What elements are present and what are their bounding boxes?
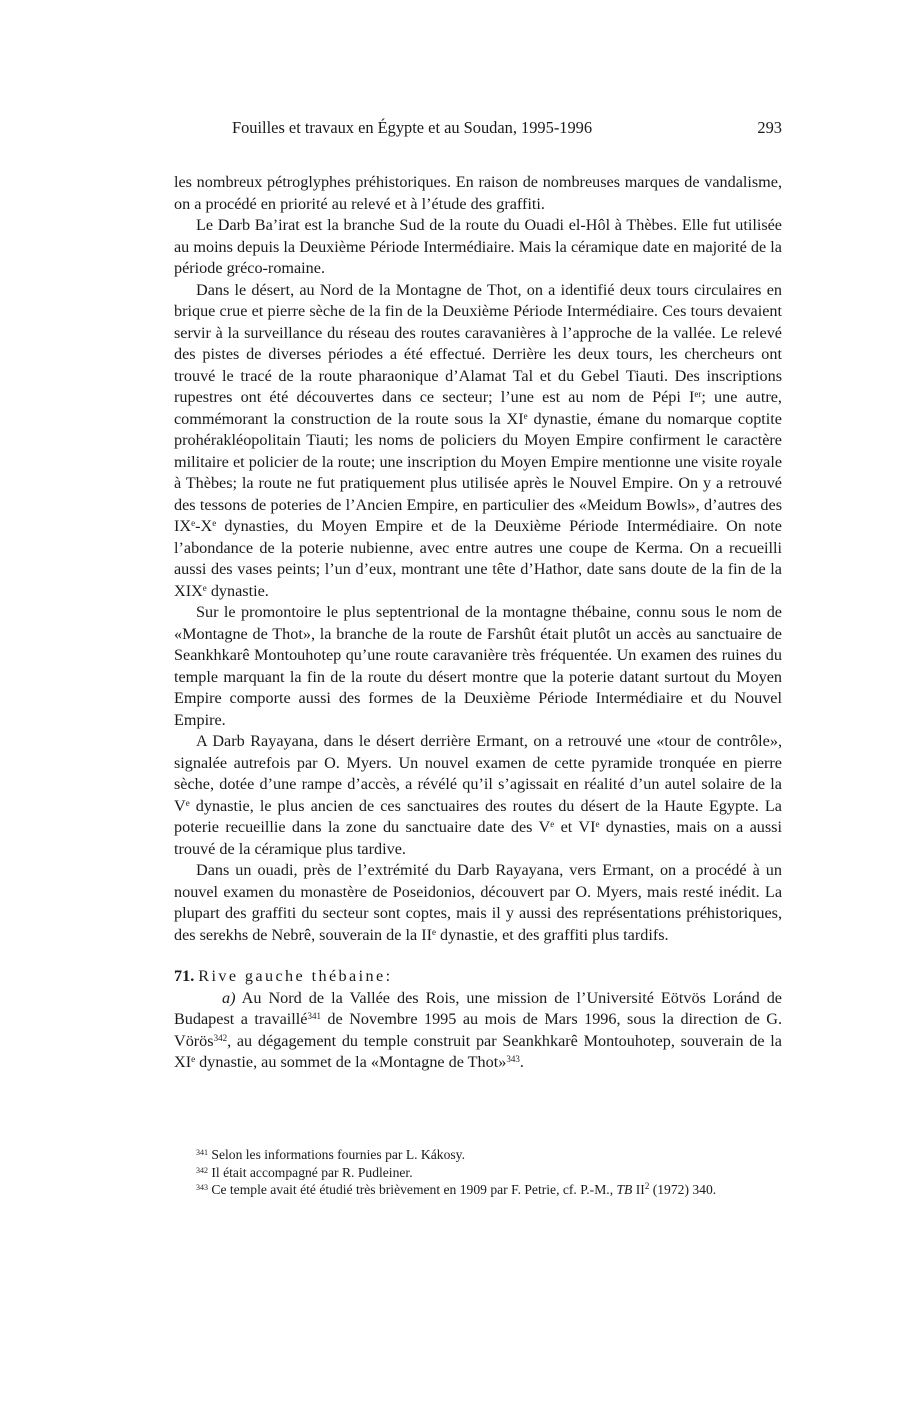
text-run: dynastie, émane du nomarque coptite prohérakléopolitain Tiauti; les noms de policiers du Moyen Empire confirment le caractère militaire et policier de la route; une inscription du Moyen Empire mentionne une visite royale à Thèbes; la route ne fut pratiquement plus utilisée après le Nouvel Empire. On y a retrouvé des tessons de poteries de l’Ancien Empire, en particulier des «Meidum Bowls», d’autres des IX <box>174 409 782 535</box>
footnote-ref[interactable]: 341 <box>307 1011 321 1021</box>
section-number: 71. <box>174 967 195 985</box>
footnote-ref[interactable]: 342 <box>213 1032 228 1043</box>
text-run: dynasties, mais on a aussi trouvé de la céramique plus tardive. <box>174 818 782 858</box>
footnote-text: Il était accompagné par R. Pudleiner. <box>208 1164 413 1180</box>
text-run: dynastie, au sommet de la «Montagne de Thot» <box>195 1053 507 1071</box>
superscript: e <box>550 819 555 829</box>
text-run: de Novembre 1995 au mois de Mars 1996, sous la direction de G. Vörös <box>174 1010 782 1050</box>
text-run: dynasties, du Moyen Empire et de la Deuxième Période Intermédiaire. On note l’abondance de la poterie nubienne, avec entre autres une coupe de Kerma. On a recueilli aussi des vases peints; l’un d’eux, montrant une tête d’Hathor, date sans doute de la fin de la XIX <box>174 517 782 600</box>
footnote-ref[interactable]: 343 <box>506 1054 520 1064</box>
text-run: , au dégagement du temple construit par Seankhkarê Montouhotep, souverain de la XI <box>174 1031 782 1071</box>
paragraph: les nombreux pétroglyphes préhistoriques. En raison de nombreuses marques de vandalisme, on a procédé en priorité au relevé et à l’étude des graffiti. <box>174 173 782 213</box>
subsection-letter: a) <box>222 988 236 1007</box>
paragraph <box>174 280 782 603</box>
footnotes <box>174 1146 782 1199</box>
footnote <box>174 1146 782 1164</box>
footnote-text: Ce temple avait été étudié très brièvement en 1909 par F. Petrie, cf. P.-M., <box>208 1182 617 1197</box>
paragraph <box>174 988 782 1074</box>
text-run: et VI <box>554 818 596 836</box>
text-run: ; une autre, commémorant la construction de la route sous la XI <box>174 388 782 428</box>
text-run: . <box>519 1053 524 1071</box>
text-run: A Darb Rayayana, dans le désert derrière Ermant, on a retrouvé une «tour de contrôle», signalée autrefois par O. Myers. Un nouvel examen de cette pyramide tronquée en pierre sèche, dotée d’une rampe d’accès, a révélé qu’il s’agissait en réalité d’un autel solaire de la V <box>174 732 782 815</box>
footnote-mark: 343 <box>196 1183 208 1192</box>
superscript: e <box>191 518 196 528</box>
superscript: e <box>523 410 528 421</box>
footnote-text: Selon les informations fournies par L. Kákosy. <box>208 1147 465 1162</box>
superscript: e <box>212 518 217 528</box>
footnote-text: (1972) 340. <box>649 1182 717 1197</box>
body-text <box>174 172 782 1074</box>
superscript: e <box>595 819 600 829</box>
paragraph: Le Darb Ba’irat est la branche Sud de la route du Ouadi el-Hôl à Thèbes. Elle fut utilisée au moins depuis la Deuxième Période Intermédiaire. Mais la céramique date en majorité de la période gréco-romaine. <box>174 216 782 277</box>
paragraph <box>174 860 782 946</box>
section-heading <box>174 966 782 988</box>
superscript: e <box>432 926 436 937</box>
section-title: Rive gauche thébaine: <box>198 967 393 985</box>
footnote-text: II <box>632 1182 645 1197</box>
running-title: Fouilles et travaux en Égypte et au Soudan, 1995-1996 <box>232 118 593 137</box>
footnote-mark: 342 <box>196 1165 208 1175</box>
text-run: dynastie, le plus ancien de ces sanctuaires des routes du désert de la Haute Egypte. La poterie recueillie dans la zone du sanctuaire date des V <box>174 796 782 836</box>
text-run: Au Nord de la Vallée des Rois, une mission de l’Université Eötvös Loránd de Budapest a travaillé <box>174 988 782 1028</box>
text-run: -X <box>195 517 213 535</box>
footnote <box>174 1164 782 1182</box>
superscript: e <box>185 797 190 808</box>
text-run: Dans le désert, au Nord de la Montagne de Thot, on a identifié deux tours circulaires en brique crue et pierre sèche de la fin de la Deuxième Période Intermédiaire. Ces tours devaient servir à la surveillance du réseau des routes caravanières à l’approche de la vallée. Le relevé des pistes de diverses périodes a été effectué. Derrière les deux tours, les chercheurs ont trouvé le tracé de la route pharaonique d’Alamat Tal et du Gebel Tiauti. Des inscriptions rupestres ont été découvertes dans ce secteur; l’une est au nom de Pépi I <box>174 280 782 406</box>
superscript: e <box>202 582 207 593</box>
footnote-mark: 341 <box>196 1148 208 1157</box>
footnote <box>174 1181 782 1199</box>
paragraph <box>174 731 782 860</box>
superscript: 2 <box>644 1181 650 1191</box>
page-number: 293 <box>757 118 782 137</box>
text-run: dynastie. <box>206 581 269 600</box>
superscript: e <box>191 1054 196 1064</box>
text-run: Dans un ouadi, près de l’extrémité du Darb Rayayana, vers Ermant, on a procédé à un nouvel examen du monastère de Poseidonios, découvert par O. Myers, mais resté inédit. La plupart des graffiti du secteur sont coptes, mais il y aussi des représentations préhistoriques, des serekhs de Nebrê, souverain de la II <box>174 861 782 944</box>
text-run: dynastie, et des graffiti plus tardifs. <box>436 925 669 944</box>
page-header <box>174 118 782 142</box>
paragraph: Sur le promontoire le plus septentrional de la montagne thébaine, connu sous le nom de «Montagne de Thot», la branche de la route de Farshût était plutôt un accès au sanctuaire de Seankhkarê Montouhotep qu’une route caravanière très fréquentée. Un examen des ruines du temple marquant la fin de la route du désert montre que la poterie datant surtout du Moyen Empire comporte aussi des formes de la Deuxième Période Intermédiaire et du Nouvel Empire. <box>174 603 782 729</box>
superscript: er <box>694 389 702 399</box>
footnote-italic: TB <box>616 1182 633 1197</box>
